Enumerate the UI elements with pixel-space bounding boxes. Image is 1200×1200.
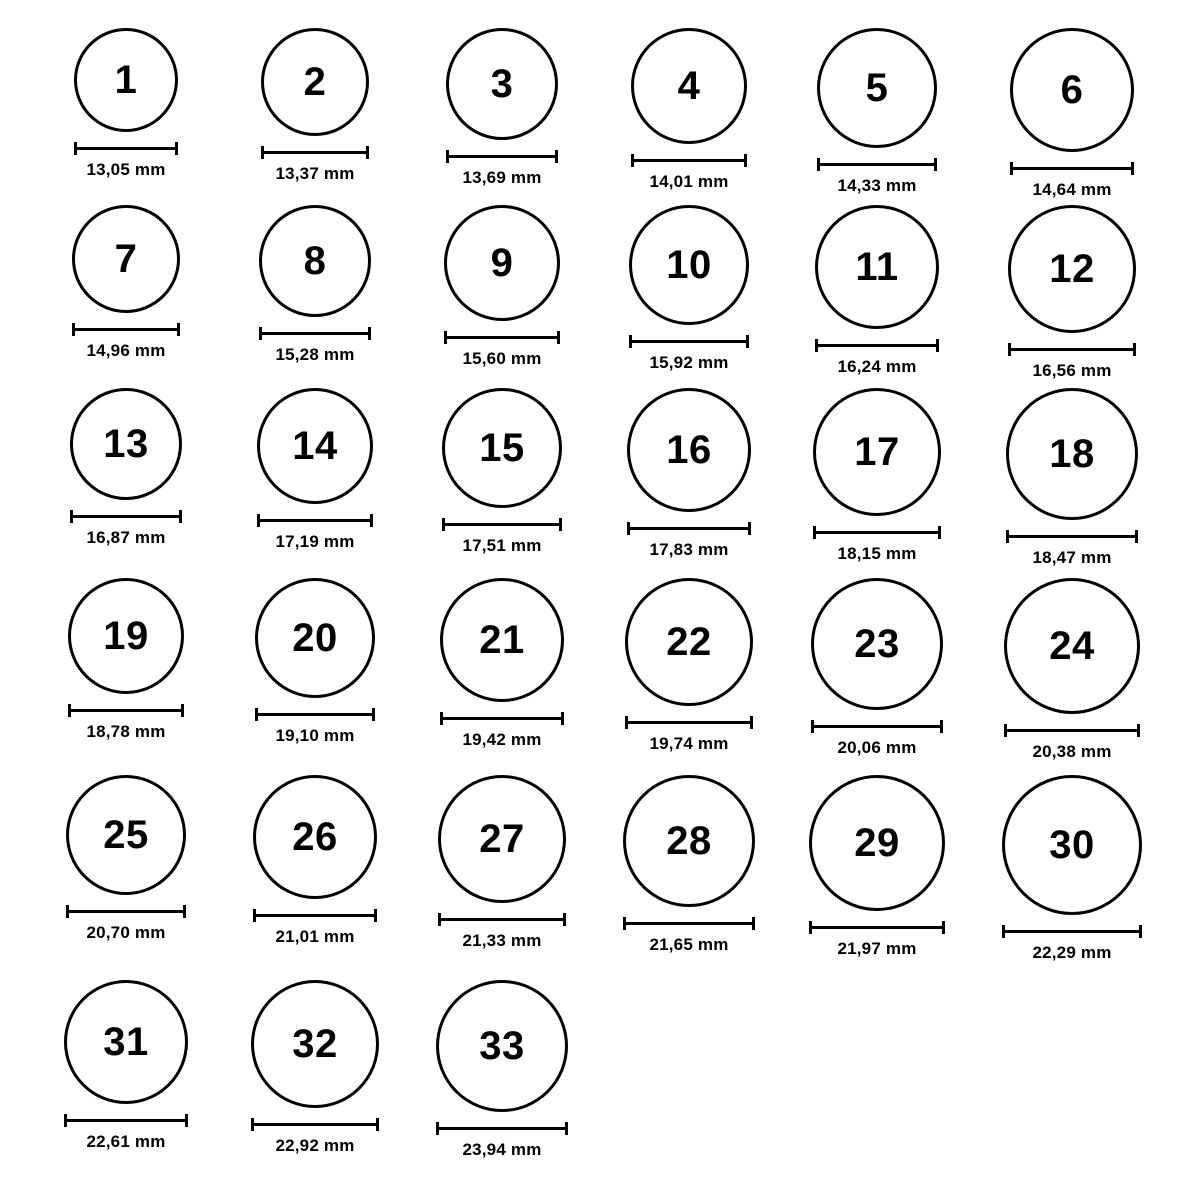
measure-cap-right	[372, 708, 375, 721]
ring-circle	[66, 775, 186, 895]
diameter-label: 19,42 mm	[462, 730, 542, 749]
diameter-measure-bar	[74, 142, 178, 154]
measure-cap-left	[1004, 724, 1007, 737]
diameter-label: 18,78 mm	[86, 722, 166, 741]
diameter-label: 14,01 mm	[649, 172, 729, 191]
ring-size-number: 33	[479, 1024, 525, 1068]
measure-cap-left	[815, 339, 818, 352]
diameter-label: 17,51 mm	[462, 536, 542, 555]
measure-cap-right	[744, 154, 747, 167]
measure-cap-right	[555, 150, 558, 163]
measure-line	[442, 523, 562, 526]
measure-cap-right	[938, 526, 941, 539]
ring-circle	[813, 388, 941, 516]
ring-circle	[1004, 578, 1140, 714]
measure-line	[1008, 348, 1136, 351]
diameter-measure-bar	[625, 716, 753, 728]
ring-size-cell	[792, 388, 962, 564]
ring-size-number: 30	[1049, 823, 1095, 867]
measure-cap-left	[631, 154, 634, 167]
ring-size-cell	[230, 388, 400, 552]
measure-line	[444, 336, 560, 339]
ring-size-cell	[792, 578, 962, 758]
ring-circle	[72, 205, 180, 313]
ring-size-cell	[417, 388, 587, 556]
measure-line	[1010, 167, 1134, 170]
diameter-measure-bar	[440, 712, 564, 724]
ring-circle	[1008, 205, 1136, 333]
measure-line	[70, 515, 182, 518]
measure-line	[446, 155, 558, 158]
measure-line	[815, 344, 939, 347]
ring-circle	[627, 388, 751, 512]
ring-size-number: 2	[303, 60, 327, 104]
ring-circle	[261, 28, 369, 136]
diameter-label: 15,60 mm	[462, 349, 542, 368]
diameter-label: 22,29 mm	[1032, 943, 1112, 962]
measure-cap-left	[68, 704, 71, 717]
measure-line	[74, 147, 178, 150]
diameter-measure-bar	[68, 704, 184, 716]
diameter-label: 16,24 mm	[837, 357, 917, 376]
diameter-label: 18,15 mm	[837, 544, 917, 563]
ring-circle	[442, 388, 562, 508]
measure-cap-right	[1139, 925, 1142, 938]
diameter-measure-bar	[436, 1122, 568, 1134]
ring-size-number: 6	[1060, 68, 1084, 112]
diameter-measure-bar	[438, 913, 566, 925]
measure-cap-left	[253, 909, 256, 922]
diameter-measure-bar	[631, 154, 747, 166]
measure-line	[1004, 729, 1140, 732]
measure-line	[72, 328, 180, 331]
measure-cap-left	[813, 526, 816, 539]
diameter-label: 18,47 mm	[1032, 548, 1112, 567]
diameter-label: 20,06 mm	[837, 738, 917, 757]
ring-circle	[809, 775, 945, 911]
ring-size-number: 22	[666, 620, 712, 664]
measure-line	[261, 151, 369, 154]
measure-cap-right	[936, 339, 939, 352]
ring-circle	[440, 578, 564, 702]
measure-line	[255, 713, 375, 716]
diameter-label: 21,01 mm	[275, 927, 355, 946]
ring-size-number: 14	[292, 424, 338, 468]
ring-size-cell	[417, 28, 587, 188]
measure-line	[817, 163, 937, 166]
diameter-measure-bar	[70, 510, 182, 522]
ring-size-number: 8	[303, 239, 327, 283]
ring-circle	[811, 578, 943, 710]
ring-circle	[625, 578, 753, 706]
measure-cap-left	[623, 917, 626, 930]
ring-size-number: 3	[490, 62, 514, 106]
ring-size-number: 24	[1049, 624, 1095, 668]
ring-size-number: 9	[490, 241, 514, 285]
ring-size-number: 11	[855, 245, 899, 289]
ring-size-cell	[230, 28, 400, 184]
diameter-measure-bar	[809, 921, 945, 933]
ring-size-cell	[987, 388, 1157, 568]
measure-cap-left	[446, 150, 449, 163]
diameter-measure-bar	[1004, 724, 1140, 736]
ring-circle	[255, 578, 375, 698]
ring-size-cell	[230, 980, 400, 1156]
measure-cap-left	[627, 522, 630, 535]
ring-size-number: 17	[854, 430, 900, 474]
measure-cap-left	[1002, 925, 1005, 938]
diameter-measure-bar	[627, 522, 751, 534]
measure-line	[253, 914, 377, 917]
ring-size-cell	[417, 980, 587, 1160]
measure-cap-right	[366, 146, 369, 159]
ring-size-number: 13	[103, 422, 149, 466]
measure-cap-right	[175, 142, 178, 155]
measure-cap-right	[559, 518, 562, 531]
measure-cap-right	[374, 909, 377, 922]
measure-line	[627, 527, 751, 530]
diameter-measure-bar	[811, 720, 943, 732]
ring-size-cell	[604, 388, 774, 560]
ring-size-cell	[604, 775, 774, 955]
ring-size-number: 10	[666, 243, 712, 287]
diameter-measure-bar	[623, 917, 755, 929]
diameter-measure-bar	[446, 150, 558, 162]
ring-circle	[631, 28, 747, 144]
measure-cap-left	[74, 142, 77, 155]
diameter-measure-bar	[817, 158, 937, 170]
diameter-measure-bar	[1008, 343, 1136, 355]
diameter-measure-bar	[255, 708, 375, 720]
ring-circle	[623, 775, 755, 907]
diameter-label: 23,94 mm	[462, 1140, 542, 1159]
diameter-measure-bar	[72, 323, 180, 335]
ring-size-cell	[987, 775, 1157, 963]
measure-cap-left	[64, 1114, 67, 1127]
diameter-measure-bar	[257, 514, 373, 526]
diameter-measure-bar	[66, 905, 186, 917]
ring-size-cell	[230, 578, 400, 746]
ring-size-number: 4	[677, 64, 701, 108]
measure-cap-right	[185, 1114, 188, 1127]
measure-cap-right	[1135, 530, 1138, 543]
measure-line	[809, 926, 945, 929]
diameter-measure-bar	[251, 1118, 379, 1130]
ring-size-cell	[41, 28, 211, 180]
diameter-label: 20,38 mm	[1032, 742, 1112, 761]
diameter-measure-bar	[815, 339, 939, 351]
measure-cap-left	[259, 327, 262, 340]
measure-cap-left	[436, 1122, 439, 1135]
measure-cap-right	[565, 1122, 568, 1135]
measure-cap-right	[1133, 343, 1136, 356]
measure-line	[629, 340, 749, 343]
ring-size-cell	[604, 205, 774, 373]
diameter-label: 22,92 mm	[275, 1136, 355, 1155]
measure-cap-left	[440, 712, 443, 725]
measure-line	[251, 1123, 379, 1126]
measure-cap-right	[370, 514, 373, 527]
measure-cap-right	[376, 1118, 379, 1131]
diameter-measure-bar	[442, 518, 562, 530]
diameter-label: 15,92 mm	[649, 353, 729, 372]
measure-cap-right	[748, 522, 751, 535]
diameter-measure-bar	[1006, 530, 1138, 542]
ring-size-cell	[41, 980, 211, 1152]
measure-cap-right	[557, 331, 560, 344]
ring-size-number: 27	[479, 817, 525, 861]
measure-line	[631, 159, 747, 162]
diameter-measure-bar	[253, 909, 377, 921]
measure-line	[259, 332, 371, 335]
measure-cap-left	[72, 323, 75, 336]
ring-size-number: 26	[292, 815, 338, 859]
measure-cap-left	[625, 716, 628, 729]
ring-size-cell	[417, 775, 587, 951]
measure-cap-left	[442, 518, 445, 531]
diameter-label: 13,37 mm	[275, 164, 355, 183]
measure-line	[623, 922, 755, 925]
ring-circle	[444, 205, 560, 321]
ring-size-number: 25	[103, 813, 149, 857]
ring-circle	[815, 205, 939, 329]
measure-cap-right	[746, 335, 749, 348]
ring-circle	[436, 980, 568, 1112]
diameter-measure-bar	[64, 1114, 188, 1126]
ring-size-cell	[792, 775, 962, 959]
measure-cap-right	[1137, 724, 1140, 737]
diameter-measure-bar	[813, 526, 941, 538]
diameter-label: 15,28 mm	[275, 345, 355, 364]
measure-cap-left	[261, 146, 264, 159]
ring-size-number: 21	[479, 618, 525, 662]
measure-cap-right	[181, 704, 184, 717]
ring-size-number: 1	[114, 58, 138, 102]
ring-size-cell	[417, 205, 587, 369]
ring-size-number: 16	[666, 428, 712, 472]
diameter-label: 22,61 mm	[86, 1132, 166, 1151]
ring-circle	[253, 775, 377, 899]
measure-line	[66, 910, 186, 913]
ring-size-number: 18	[1049, 432, 1095, 476]
measure-line	[625, 721, 753, 724]
measure-cap-left	[629, 335, 632, 348]
ring-size-number: 31	[103, 1020, 149, 1064]
measure-cap-right	[934, 158, 937, 171]
ring-circle	[259, 205, 371, 317]
ring-circle	[251, 980, 379, 1108]
measure-cap-right	[561, 712, 564, 725]
ring-size-number: 5	[865, 66, 889, 110]
diameter-label: 13,05 mm	[86, 160, 166, 179]
measure-cap-right	[177, 323, 180, 336]
diameter-label: 14,96 mm	[86, 341, 166, 360]
measure-cap-right	[563, 913, 566, 926]
measure-line	[64, 1119, 188, 1122]
measure-line	[257, 519, 373, 522]
diameter-label: 13,69 mm	[462, 168, 542, 187]
measure-cap-left	[444, 331, 447, 344]
ring-circle	[446, 28, 558, 140]
diameter-label: 21,33 mm	[462, 931, 542, 950]
diameter-label: 17,83 mm	[649, 540, 729, 559]
diameter-label: 16,87 mm	[86, 528, 166, 547]
diameter-measure-bar	[261, 146, 369, 158]
ring-size-number: 7	[114, 237, 138, 281]
measure-cap-right	[179, 510, 182, 523]
ring-size-cell	[792, 28, 962, 196]
ring-size-cell	[417, 578, 587, 750]
measure-cap-left	[257, 514, 260, 527]
ring-size-cell	[792, 205, 962, 377]
ring-size-cell	[41, 578, 211, 742]
ring-size-cell	[604, 578, 774, 754]
measure-line	[1006, 535, 1138, 538]
diameter-label: 21,65 mm	[649, 935, 729, 954]
diameter-label: 14,64 mm	[1032, 180, 1112, 199]
measure-cap-right	[1131, 162, 1134, 175]
diameter-label: 17,19 mm	[275, 532, 355, 551]
diameter-label: 16,56 mm	[1032, 361, 1112, 380]
ring-size-cell	[41, 388, 211, 548]
measure-line	[68, 709, 184, 712]
ring-size-cell	[987, 578, 1157, 762]
ring-size-number: 19	[103, 614, 149, 658]
ring-circle	[68, 578, 184, 694]
ring-circle	[817, 28, 937, 148]
diameter-label: 19,10 mm	[275, 726, 355, 745]
diameter-label: 21,97 mm	[837, 939, 917, 958]
measure-cap-right	[183, 905, 186, 918]
measure-line	[811, 725, 943, 728]
measure-line	[436, 1127, 568, 1130]
ring-size-number: 20	[292, 616, 338, 660]
ring-size-cell	[604, 28, 774, 192]
ring-size-number: 23	[854, 622, 900, 666]
measure-cap-left	[809, 921, 812, 934]
ring-circle	[70, 388, 182, 500]
diameter-label: 19,74 mm	[649, 734, 729, 753]
diameter-measure-bar	[629, 335, 749, 347]
measure-cap-left	[251, 1118, 254, 1131]
diameter-label: 20,70 mm	[86, 923, 166, 942]
measure-cap-right	[942, 921, 945, 934]
measure-cap-left	[811, 720, 814, 733]
ring-size-number: 28	[666, 819, 712, 863]
ring-circle	[438, 775, 566, 903]
measure-cap-left	[255, 708, 258, 721]
measure-cap-left	[1008, 343, 1011, 356]
ring-circle	[1010, 28, 1134, 152]
ring-size-cell	[41, 205, 211, 361]
measure-line	[1002, 930, 1142, 933]
diameter-measure-bar	[259, 327, 371, 339]
measure-line	[438, 918, 566, 921]
ring-circle	[1002, 775, 1142, 915]
ring-circle	[629, 205, 749, 325]
ring-size-number: 32	[292, 1022, 338, 1066]
diameter-measure-bar	[444, 331, 560, 343]
measure-cap-right	[750, 716, 753, 729]
diameter-label: 14,33 mm	[837, 176, 917, 195]
measure-cap-left	[438, 913, 441, 926]
diameter-measure-bar	[1002, 925, 1142, 937]
measure-cap-right	[368, 327, 371, 340]
measure-cap-left	[1006, 530, 1009, 543]
measure-cap-left	[70, 510, 73, 523]
ring-size-number: 29	[854, 821, 900, 865]
ring-circle	[64, 980, 188, 1104]
ring-size-number: 12	[1049, 247, 1095, 291]
ring-circle	[257, 388, 373, 504]
ring-circle	[74, 28, 178, 132]
measure-line	[440, 717, 564, 720]
ring-size-cell	[987, 28, 1157, 200]
diameter-measure-bar	[1010, 162, 1134, 174]
measure-cap-left	[817, 158, 820, 171]
measure-cap-left	[66, 905, 69, 918]
measure-cap-right	[940, 720, 943, 733]
measure-line	[813, 531, 941, 534]
ring-size-cell	[230, 775, 400, 947]
measure-cap-left	[1010, 162, 1013, 175]
ring-size-cell	[41, 775, 211, 943]
ring-size-cell	[987, 205, 1157, 381]
measure-cap-right	[752, 917, 755, 930]
ring-size-cell	[230, 205, 400, 365]
ring-circle	[1006, 388, 1138, 520]
ring-size-number: 15	[479, 426, 525, 470]
